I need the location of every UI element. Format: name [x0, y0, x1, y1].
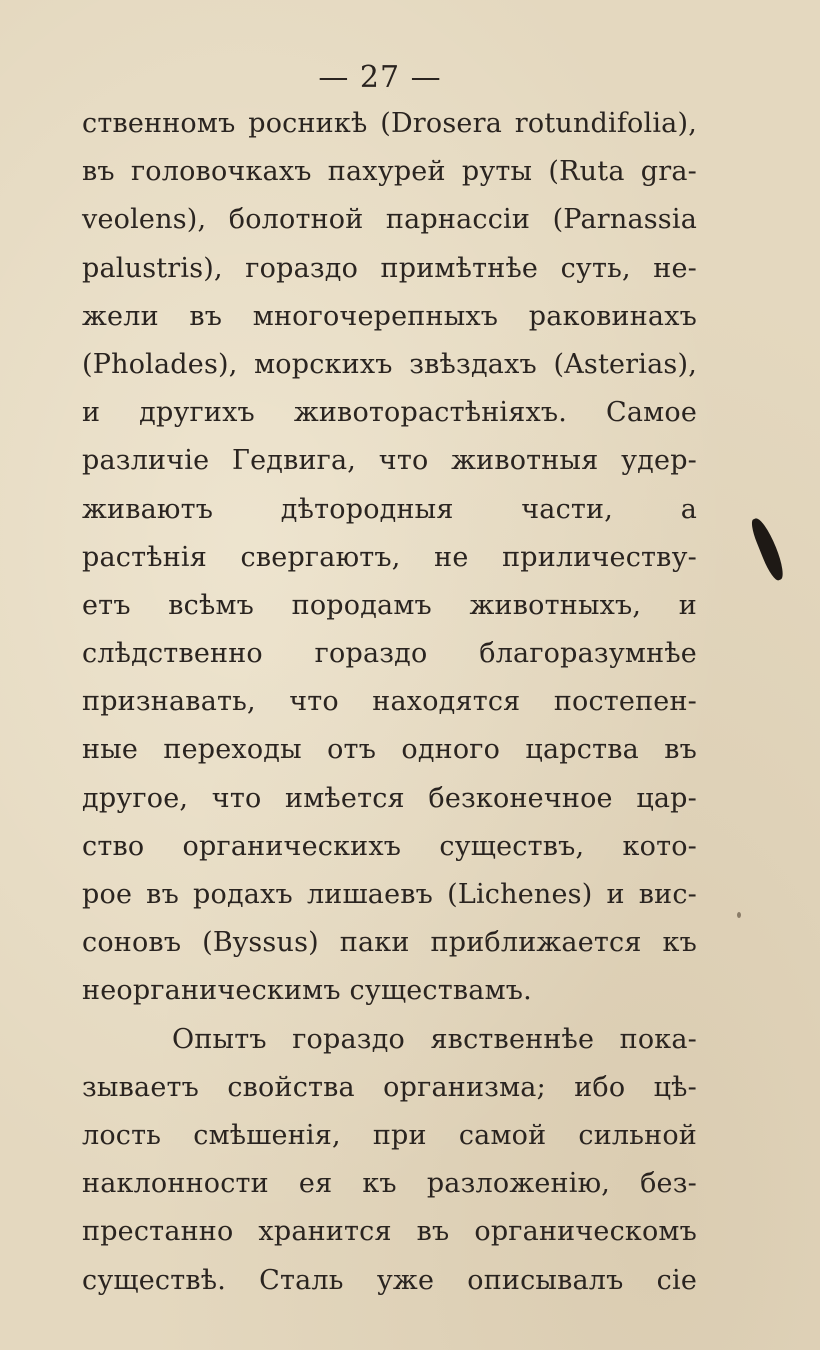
- text-line: живаютъ дѣтородныя части, а: [82, 493, 697, 525]
- paragraph-start-line: Опытъ гораздо явственнѣе пока-: [172, 1023, 697, 1055]
- text-line: другое, что имѣется безконечное цар-: [82, 782, 697, 814]
- text-line: престанно хранится въ органическомъ: [82, 1216, 697, 1248]
- text-line: растѣнія свергаютъ, не приличеству-: [82, 541, 697, 573]
- text-line: (Pholades), морскихъ звѣздахъ (Asterias),: [82, 348, 697, 380]
- ink-blot: [748, 515, 788, 582]
- body-text: [82, 100, 697, 1305]
- text-line: признавать, что находятся постепен-: [82, 686, 697, 718]
- text-line: въ головочкахъ пахурей руты (Ruta gra-: [82, 156, 697, 188]
- text-line: и другихъ животорастѣніяхъ. Самое: [82, 397, 697, 429]
- text-line: соновъ (Byssus) паки приближается къ: [82, 927, 697, 959]
- text-line: ство органическихъ существъ, кото-: [82, 830, 697, 862]
- paragraph-end-line: неорганическимъ существамъ.: [82, 975, 532, 1007]
- text-line: наклонности ея къ разложенію, без-: [82, 1168, 697, 1200]
- text-line: различіе Гедвига, что животныя удер-: [82, 445, 697, 477]
- text-line: veolens), болотной парнассіи (Parnassia: [82, 204, 697, 236]
- text-line: жели въ многочерепныхъ раковинахъ: [82, 300, 697, 332]
- text-line: ные переходы отъ одного царства въ: [82, 734, 697, 766]
- text-line: зываетъ свойства организма; ибо цѣ-: [82, 1071, 697, 1103]
- text-line: palustris), гораздо примѣтнѣе суть, не-: [82, 252, 697, 284]
- page-number: — 27 —: [318, 60, 442, 95]
- text-line: етъ всѣмъ породамъ животныхъ, и: [82, 589, 697, 621]
- text-line: ственномъ росникѣ (Drosera rotundifolia),: [82, 108, 697, 139]
- paper-speck: [737, 912, 741, 918]
- text-line: слѣдственно гораздо благоразумнѣе: [82, 638, 697, 670]
- text-line: рое въ родахъ лишаевъ (Lichenes) и вис-: [82, 879, 697, 910]
- text-line: существѣ. Сталь уже описывалъ сіе: [82, 1264, 697, 1296]
- text-line: лость смѣшенія, при самой сильной: [82, 1119, 697, 1151]
